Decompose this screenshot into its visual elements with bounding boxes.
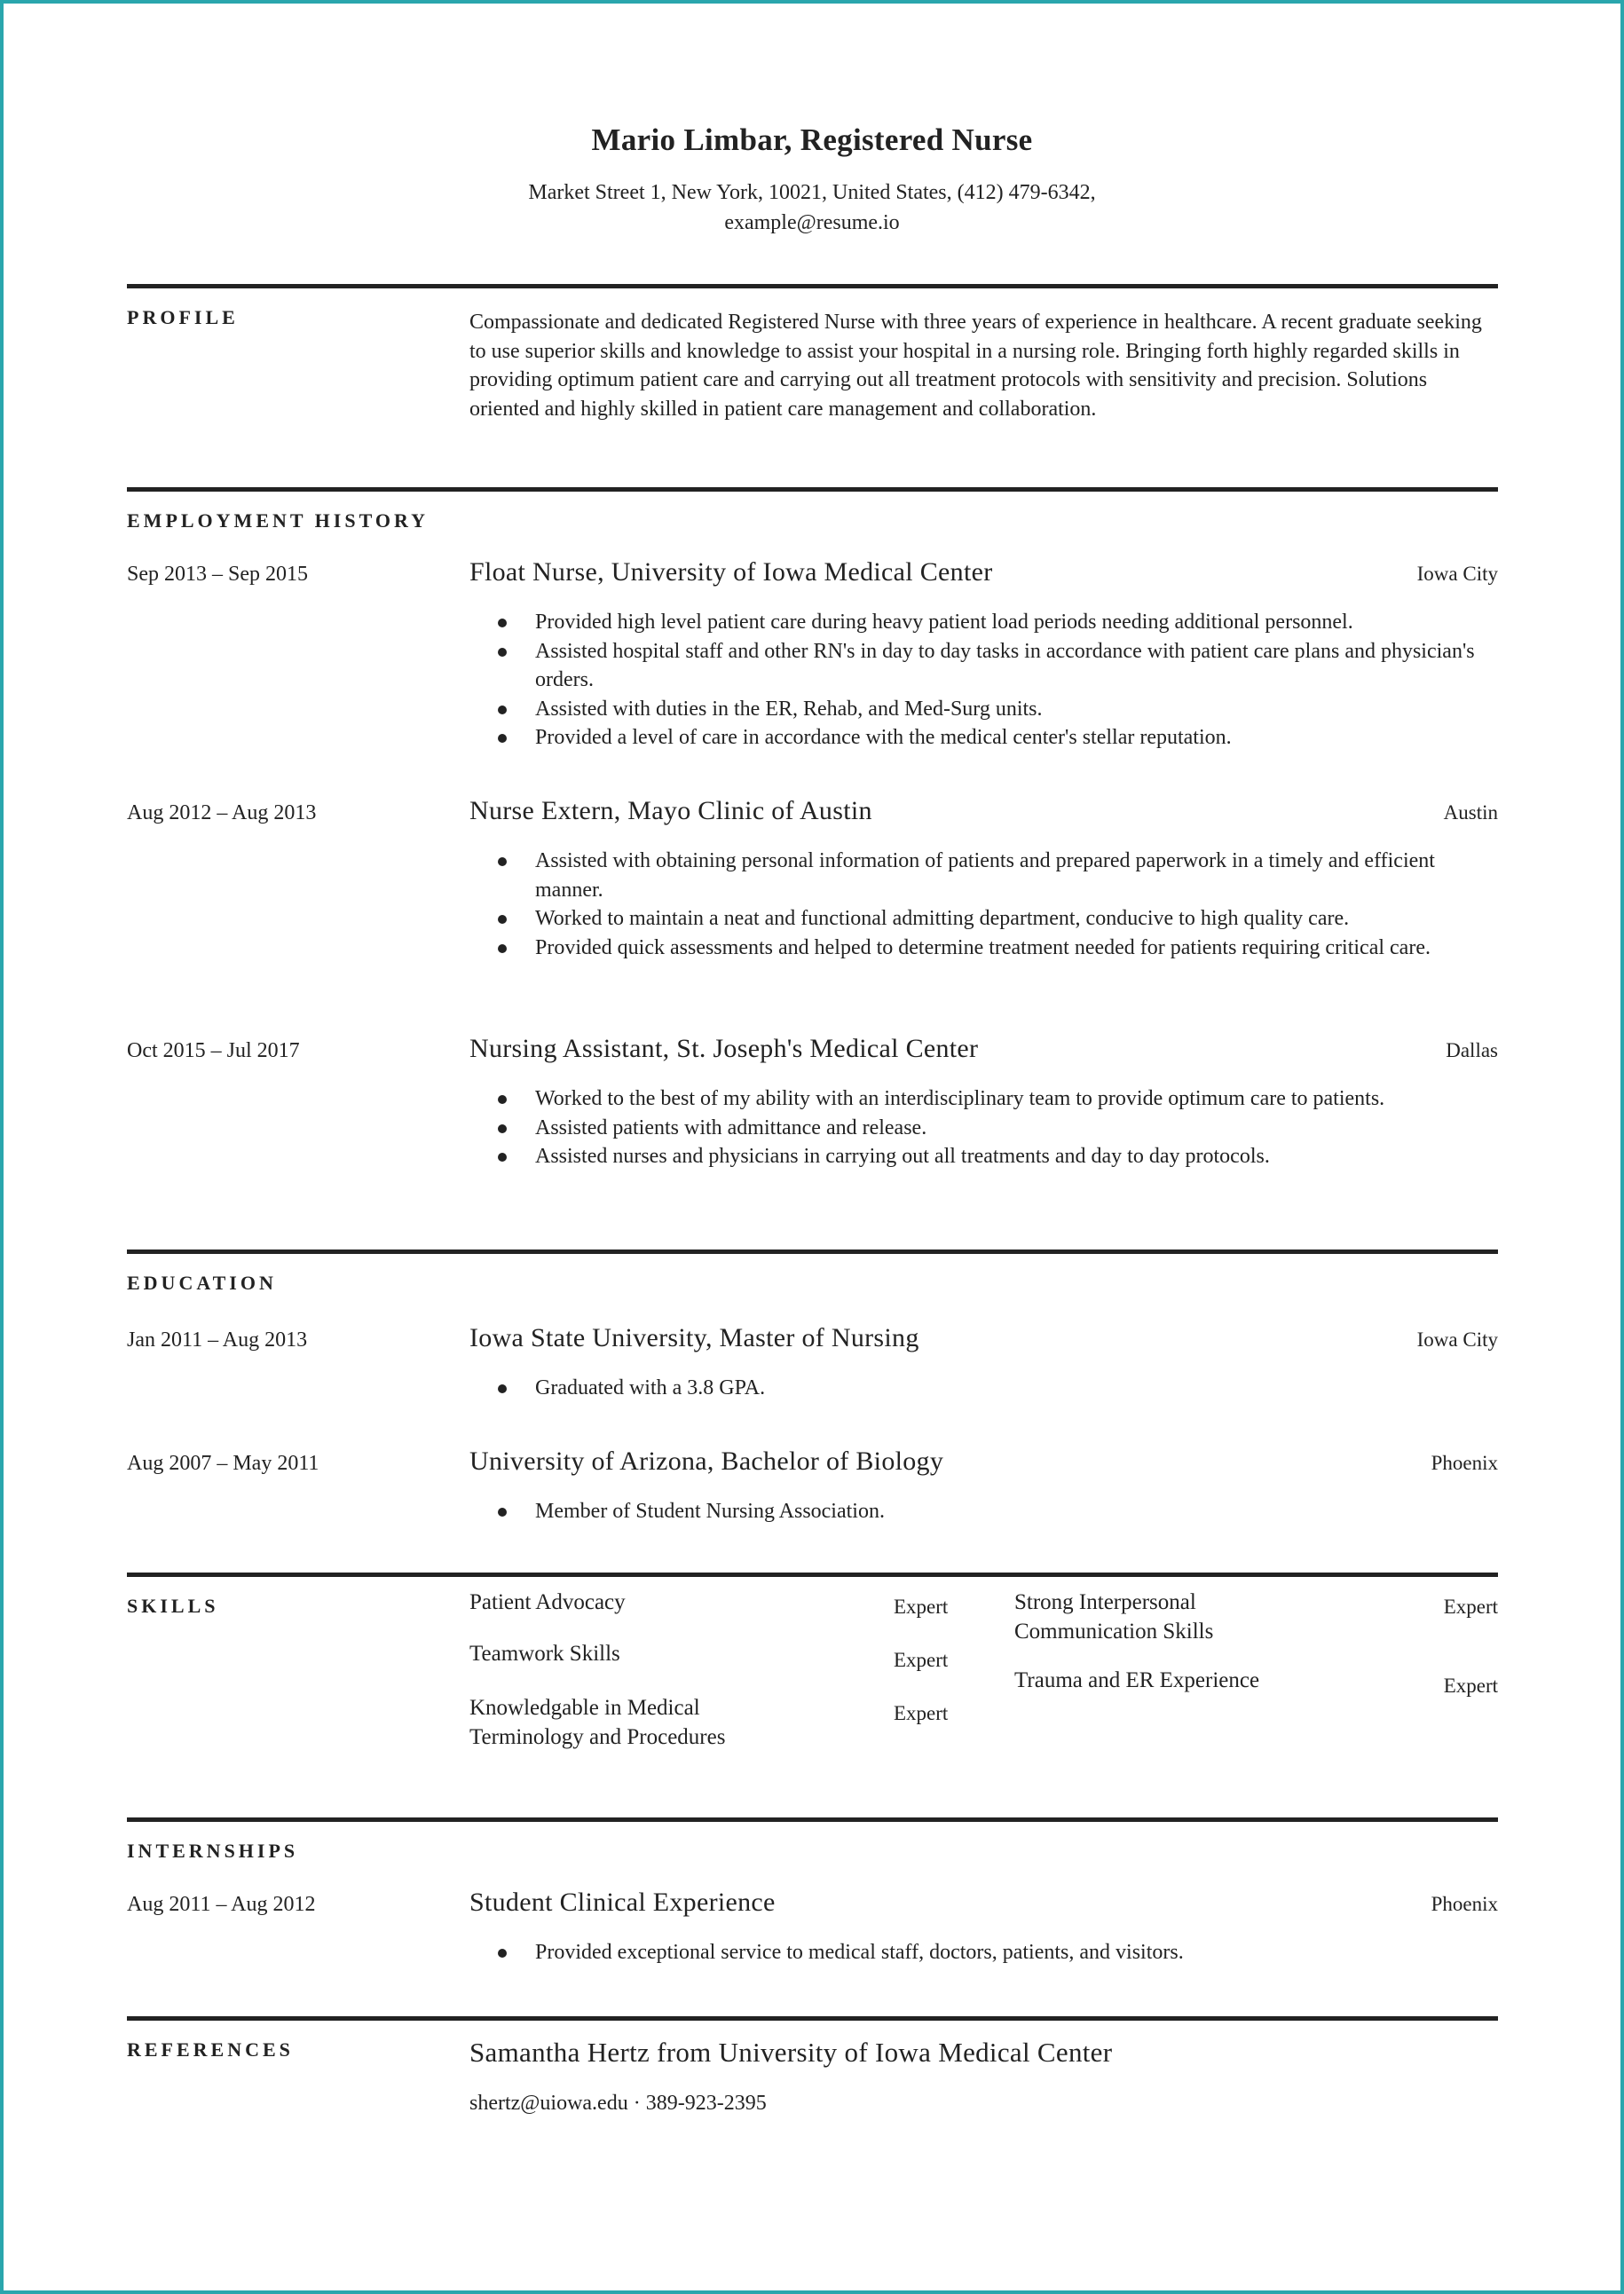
reference-name: Samantha Hertz from University of Iowa Medical Center [469,2037,1113,2068]
bullet-item: Assisted nurses and physicians in carrying out all treatments and day to day protocols. [535,1142,1498,1171]
resume-header [0,122,1624,238]
candidate-name: Mario Limbar, Registered Nurse [591,122,1033,157]
internships-section [127,1817,1498,2017]
contact-info [0,177,1624,238]
bullet-item: Provided exceptional service to medical staff, doctors, patients, and visitors. [535,1938,1498,1967]
skill-level: Expert [894,1702,949,1724]
skill-level: Expert [1443,1596,1498,1618]
reference-contact: shertz@uiowa.edu · 389-923-2395 [469,2092,767,2115]
contact-address: Market Street 1, New York, 10021, United States, (412) 479-6342, [528,181,1096,204]
profile-heading: PROFILE [127,306,239,328]
education-section [127,1249,1498,1573]
job-bullets [469,847,1498,962]
internship-city: Phoenix [1431,1893,1498,1915]
skill-name: Knowledgable in Medical Terminology and Procedures [469,1696,726,1749]
bullet-item: Provided quick assessments and helped to determine treatment needed for patients requiring critical care. [535,934,1498,963]
education-title: Iowa State University, Master of Nursing [469,1323,919,1352]
bullet-item: Provided high level patient care during heavy patient load periods needing additional personnel. [535,608,1498,637]
references-heading: REFERENCES [127,2038,294,2061]
profile-summary: Compassionate and dedicated Registered Nurse with three years of experience in healthcare. A recent graduate seeking to use superior skills and knowledge to assist your hospital in a nursing role. Bringing forth highly regarded skills in providing optimum patient care and carrying out all treatment protocols with sensitivity and precision. Solutions oriented and highly skilled in patient care management and collaboration. [469,311,1482,421]
education-city: Phoenix [1431,1452,1498,1474]
job-dates: Aug 2012 – Aug 2013 [127,801,317,824]
education-dates: Jan 2011 – Aug 2013 [127,1328,308,1352]
job-dates: Oct 2015 – Jul 2017 [127,1039,300,1062]
profile-section [127,284,1498,484]
job-bullets [469,1084,1498,1171]
skill-name: Trauma and ER Experience [1014,1668,1260,1692]
job-title: Nurse Extern, Mayo Clinic of Austin [469,796,872,825]
skill-name: Strong Interpersonal Communication Skills [1014,1590,1214,1644]
job-title: Nursing Assistant, St. Joseph's Medical Center [469,1034,979,1063]
skill-name: Teamwork Skills [469,1642,620,1666]
contact-email: example@resume.io [724,211,900,234]
education-dates: Aug 2007 – May 2011 [127,1452,319,1475]
job-city: Austin [1443,801,1498,824]
bullet-item: Worked to maintain a neat and functional admitting department, conducive to high quality care. [535,904,1498,934]
job-dates: Sep 2013 – Sep 2015 [127,563,308,586]
education-bullets [469,1497,1498,1526]
internship-title: Student Clinical Experience [469,1888,776,1917]
skill-level: Expert [1443,1675,1498,1697]
bullet-item: Worked to the best of my ability with an interdisciplinary team to provide optimum care to patients. [535,1084,1498,1114]
education-title: University of Arizona, Bachelor of Biology [469,1447,944,1476]
employment-heading: EMPLOYMENT HISTORY [127,509,429,532]
skill-level: Expert [894,1596,949,1618]
skills-section [127,1573,1498,1817]
job-bullets [469,608,1498,753]
employment-section [127,487,1498,1246]
education-bullets [469,1374,1498,1403]
skill-level: Expert [894,1649,949,1671]
bullet-item: Graduated with a 3.8 GPA. [535,1374,1498,1403]
internship-bullets [469,1938,1498,1967]
bullet-item: Provided a level of care in accordance with the medical center's stellar reputation. [535,723,1498,753]
education-city: Iowa City [1416,1328,1498,1351]
skills-heading: SKILLS [127,1595,219,1617]
bullet-item: Assisted with obtaining personal information of patients and prepared paperwork in a timely and efficient manner. [535,847,1498,904]
references-section [127,2016,1498,2163]
skill-name: Patient Advocacy [469,1590,626,1614]
bullet-item: Assisted with duties in the ER, Rehab, and Med-Surg units. [535,695,1498,724]
job-city: Iowa City [1416,563,1498,585]
bullet-item: Assisted hospital staff and other RN's in day to day tasks in accordance with patient care plans and physician's orders. [535,637,1498,695]
education-heading: EDUCATION [127,1272,277,1294]
bullet-item: Assisted patients with admittance and release. [535,1114,1498,1143]
job-title: Float Nurse, University of Iowa Medical Center [469,557,993,587]
internship-dates: Aug 2011 – Aug 2012 [127,1893,316,1916]
bullet-item: Member of Student Nursing Association. [535,1497,1498,1526]
internships-heading: INTERNSHIPS [127,1840,299,1862]
job-city: Dallas [1446,1039,1498,1061]
